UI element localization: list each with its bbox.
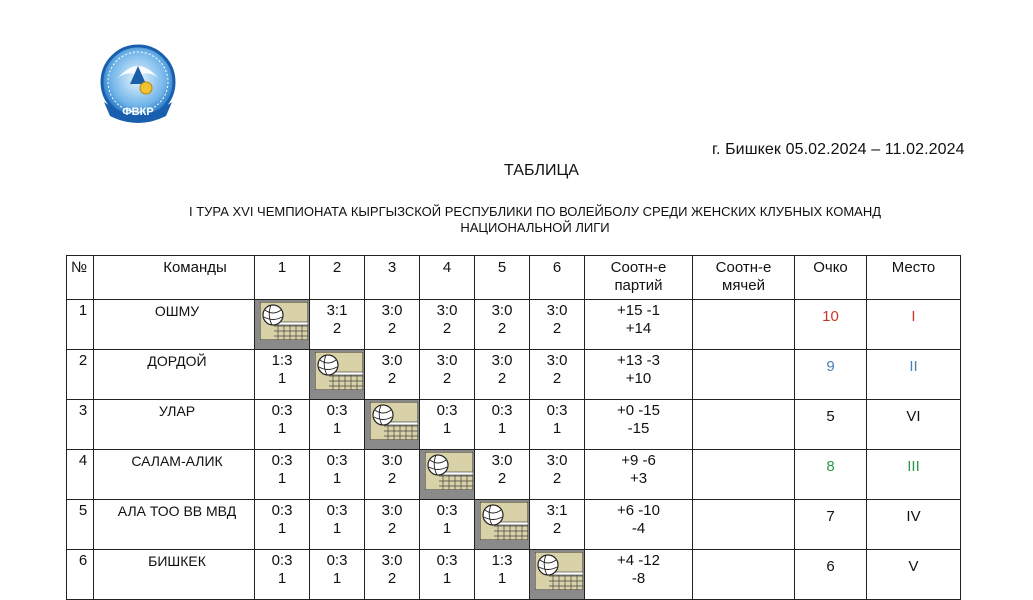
match-result-cell [255, 450, 310, 500]
match-points: 2 [497, 470, 507, 487]
match-score: 3:0 [546, 352, 568, 369]
match-points: 2 [552, 320, 562, 337]
points-cell: 5 [795, 400, 867, 450]
team-name: УЛАР [94, 400, 255, 450]
match-points: 1 [497, 570, 507, 587]
team-name: АЛА ТОО ВВ МВД [94, 500, 255, 550]
match-result-cell [365, 300, 420, 350]
match-score: 3:0 [491, 302, 513, 319]
match-result-cell [530, 400, 585, 450]
match-score: 0:3 [491, 402, 513, 419]
document-subtitle [120, 204, 950, 236]
sets-ratio-line: +6 -10 [617, 502, 660, 519]
match-points: 1 [442, 420, 452, 437]
match-points: 2 [387, 470, 397, 487]
match-points: 2 [497, 370, 507, 387]
place-cell: V [867, 550, 961, 600]
table-row [67, 400, 961, 450]
match-points: 2 [387, 320, 397, 337]
match-score: 0:3 [546, 402, 568, 419]
match-points: 2 [387, 520, 397, 537]
place-cell: IV [867, 500, 961, 550]
place-cell: I [867, 300, 961, 350]
row-number: 4 [67, 450, 94, 500]
match-score: 1:3 [491, 552, 513, 569]
team-name: ОШМУ [94, 300, 255, 350]
volleyball-net-icon [370, 402, 418, 440]
match-result-cell [420, 350, 475, 400]
balls-ratio-cell [693, 500, 795, 550]
match-points: 1 [277, 370, 287, 387]
match-result-cell [475, 300, 530, 350]
match-result-cell [365, 450, 420, 500]
match-result-cell [255, 350, 310, 400]
place-cell: II [867, 350, 961, 400]
col-header-num: № [67, 256, 94, 300]
match-points: 1 [277, 420, 287, 437]
match-result-cell [365, 350, 420, 400]
balls-ratio-cell [693, 300, 795, 350]
volleyball-net-icon [480, 502, 528, 540]
place-cell: VI [867, 400, 961, 450]
match-score: 0:3 [271, 452, 293, 469]
match-result-cell [420, 500, 475, 550]
match-points: 1 [442, 570, 452, 587]
team-name: САЛАМ-АЛИК [94, 450, 255, 500]
match-score: 3:0 [546, 452, 568, 469]
match-result-cell [310, 500, 365, 550]
row-number: 5 [67, 500, 94, 550]
match-points: 1 [277, 470, 287, 487]
match-score: 3:0 [381, 352, 403, 369]
match-score: 3:0 [381, 302, 403, 319]
self-match-cell [255, 300, 310, 350]
match-points: 1 [497, 420, 507, 437]
document-title: ТАБЛИЦА [504, 162, 579, 179]
col-header-balls [693, 256, 795, 300]
points-cell: 8 [795, 450, 867, 500]
match-score: 0:3 [271, 402, 293, 419]
sets-ratio-line: +10 [625, 370, 652, 387]
col-header-6: 6 [530, 256, 585, 300]
match-result-cell [365, 550, 420, 600]
table-row [67, 550, 961, 600]
col-header-points: Очко [795, 256, 867, 300]
table-row [67, 350, 961, 400]
sets-ratio-line: -4 [631, 520, 646, 537]
col-header-1: 1 [255, 256, 310, 300]
match-score: 3:0 [436, 302, 458, 319]
balls-ratio-cell [693, 450, 795, 500]
match-score: 3:0 [546, 302, 568, 319]
team-name: ДОРДОЙ [94, 350, 255, 400]
balls-ratio-cell [693, 400, 795, 450]
row-number: 1 [67, 300, 94, 350]
match-points: 2 [332, 320, 342, 337]
row-number: 6 [67, 550, 94, 600]
sets-ratio-line: +13 -3 [617, 352, 660, 369]
col-header-2: 2 [310, 256, 365, 300]
sets-ratio-line: +0 -15 [617, 402, 660, 419]
match-score: 3:0 [381, 452, 403, 469]
sets-ratio-line: +9 -6 [621, 452, 656, 469]
col-header-place: Место [867, 256, 961, 300]
self-match-cell [365, 400, 420, 450]
match-points: 2 [552, 470, 562, 487]
match-score: 0:3 [326, 402, 348, 419]
volleyball-net-icon [260, 302, 308, 340]
col-header-teams: Команды [94, 256, 255, 300]
match-score: 0:3 [271, 502, 293, 519]
match-result-cell [365, 500, 420, 550]
sets-ratio-cell [585, 550, 693, 600]
match-result-cell [310, 450, 365, 500]
match-result-cell [310, 300, 365, 350]
sets-ratio-line: -15 [627, 420, 650, 437]
table-row [67, 300, 961, 350]
match-score: 0:3 [271, 552, 293, 569]
match-result-cell [420, 300, 475, 350]
match-points: 2 [442, 370, 452, 387]
points-cell: 7 [795, 500, 867, 550]
match-result-cell [475, 450, 530, 500]
match-result-cell [530, 350, 585, 400]
match-points: 2 [387, 570, 397, 587]
match-score: 3:1 [546, 502, 568, 519]
sets-header-text: Соотн-е партий [610, 259, 667, 294]
match-result-cell [530, 450, 585, 500]
match-points: 1 [277, 570, 287, 587]
match-result-cell [255, 500, 310, 550]
match-points: 2 [387, 370, 397, 387]
match-points: 1 [552, 420, 562, 437]
match-score: 0:3 [326, 452, 348, 469]
match-points: 2 [552, 370, 562, 387]
match-result-cell [310, 550, 365, 600]
row-number: 2 [67, 350, 94, 400]
match-score: 3:1 [326, 302, 348, 319]
table-header-row [67, 256, 961, 300]
points-cell: 10 [795, 300, 867, 350]
self-match-cell [420, 450, 475, 500]
match-points: 1 [277, 520, 287, 537]
match-result-cell [530, 300, 585, 350]
match-score: 3:0 [491, 452, 513, 469]
points-cell: 9 [795, 350, 867, 400]
match-score: 3:0 [381, 502, 403, 519]
match-result-cell [255, 550, 310, 600]
sets-ratio-cell [585, 500, 693, 550]
match-result-cell [475, 400, 530, 450]
match-points: 2 [497, 320, 507, 337]
match-points: 1 [332, 570, 342, 587]
balls-header-text: Соотн-е мячей [715, 259, 772, 294]
match-result-cell [475, 350, 530, 400]
self-match-cell [310, 350, 365, 400]
match-score: 3:0 [491, 352, 513, 369]
sets-ratio-cell [585, 300, 693, 350]
sets-ratio-line: +14 [625, 320, 652, 337]
match-points: 2 [552, 520, 562, 537]
place-cell: III [867, 450, 961, 500]
sets-ratio-cell [585, 400, 693, 450]
balls-ratio-cell [693, 550, 795, 600]
volleyball-net-icon [535, 552, 583, 590]
col-header-5: 5 [475, 256, 530, 300]
match-result-cell [420, 550, 475, 600]
match-result-cell [475, 550, 530, 600]
sets-ratio-cell [585, 350, 693, 400]
city-date: г. Бишкек 05.02.2024 – 11.02.2024 [712, 141, 965, 158]
match-result-cell [530, 500, 585, 550]
volleyball-net-icon [315, 352, 363, 390]
sets-ratio-line: +4 -12 [617, 552, 660, 569]
standings-table [66, 255, 961, 600]
sets-ratio-line: -8 [631, 570, 646, 587]
sets-ratio-line: +3 [629, 470, 648, 487]
match-result-cell [310, 400, 365, 450]
match-score: 1:3 [271, 352, 293, 369]
federation-logo [94, 44, 184, 126]
volleyball-net-icon [425, 452, 473, 490]
sets-ratio-cell [585, 450, 693, 500]
points-cell: 6 [795, 550, 867, 600]
match-score: 0:3 [326, 502, 348, 519]
col-header-3: 3 [365, 256, 420, 300]
match-points: 1 [332, 520, 342, 537]
match-score: 0:3 [436, 502, 458, 519]
match-points: 2 [442, 320, 452, 337]
subtitle-line-2: НАЦИОНАЛЬНОЙ ЛИГИ [460, 220, 610, 235]
self-match-cell [475, 500, 530, 550]
match-score: 0:3 [326, 552, 348, 569]
match-score: 0:3 [436, 552, 458, 569]
match-score: 3:0 [381, 552, 403, 569]
match-result-cell [420, 400, 475, 450]
row-number: 3 [67, 400, 94, 450]
match-points: 1 [332, 470, 342, 487]
table-row [67, 500, 961, 550]
match-points: 1 [332, 420, 342, 437]
balls-ratio-cell [693, 350, 795, 400]
match-points: 1 [442, 520, 452, 537]
sets-ratio-line: +15 -1 [617, 302, 660, 319]
subtitle-line-1: I ТУРА XVI ЧЕМПИОНАТА КЫРГЫЗСКОЙ РЕСПУБЛИКИ ПО ВОЛЕЙБОЛУ СРЕДИ ЖЕНСКИХ КЛУБНЫХ КОМАНД [188, 204, 882, 219]
self-match-cell [530, 550, 585, 600]
match-score: 0:3 [436, 402, 458, 419]
col-header-4: 4 [420, 256, 475, 300]
col-header-sets [585, 256, 693, 300]
logo-text: ФВКР [122, 106, 154, 118]
match-result-cell [255, 400, 310, 450]
table-row [67, 450, 961, 500]
team-name: БИШКЕК [94, 550, 255, 600]
match-score: 3:0 [436, 352, 458, 369]
